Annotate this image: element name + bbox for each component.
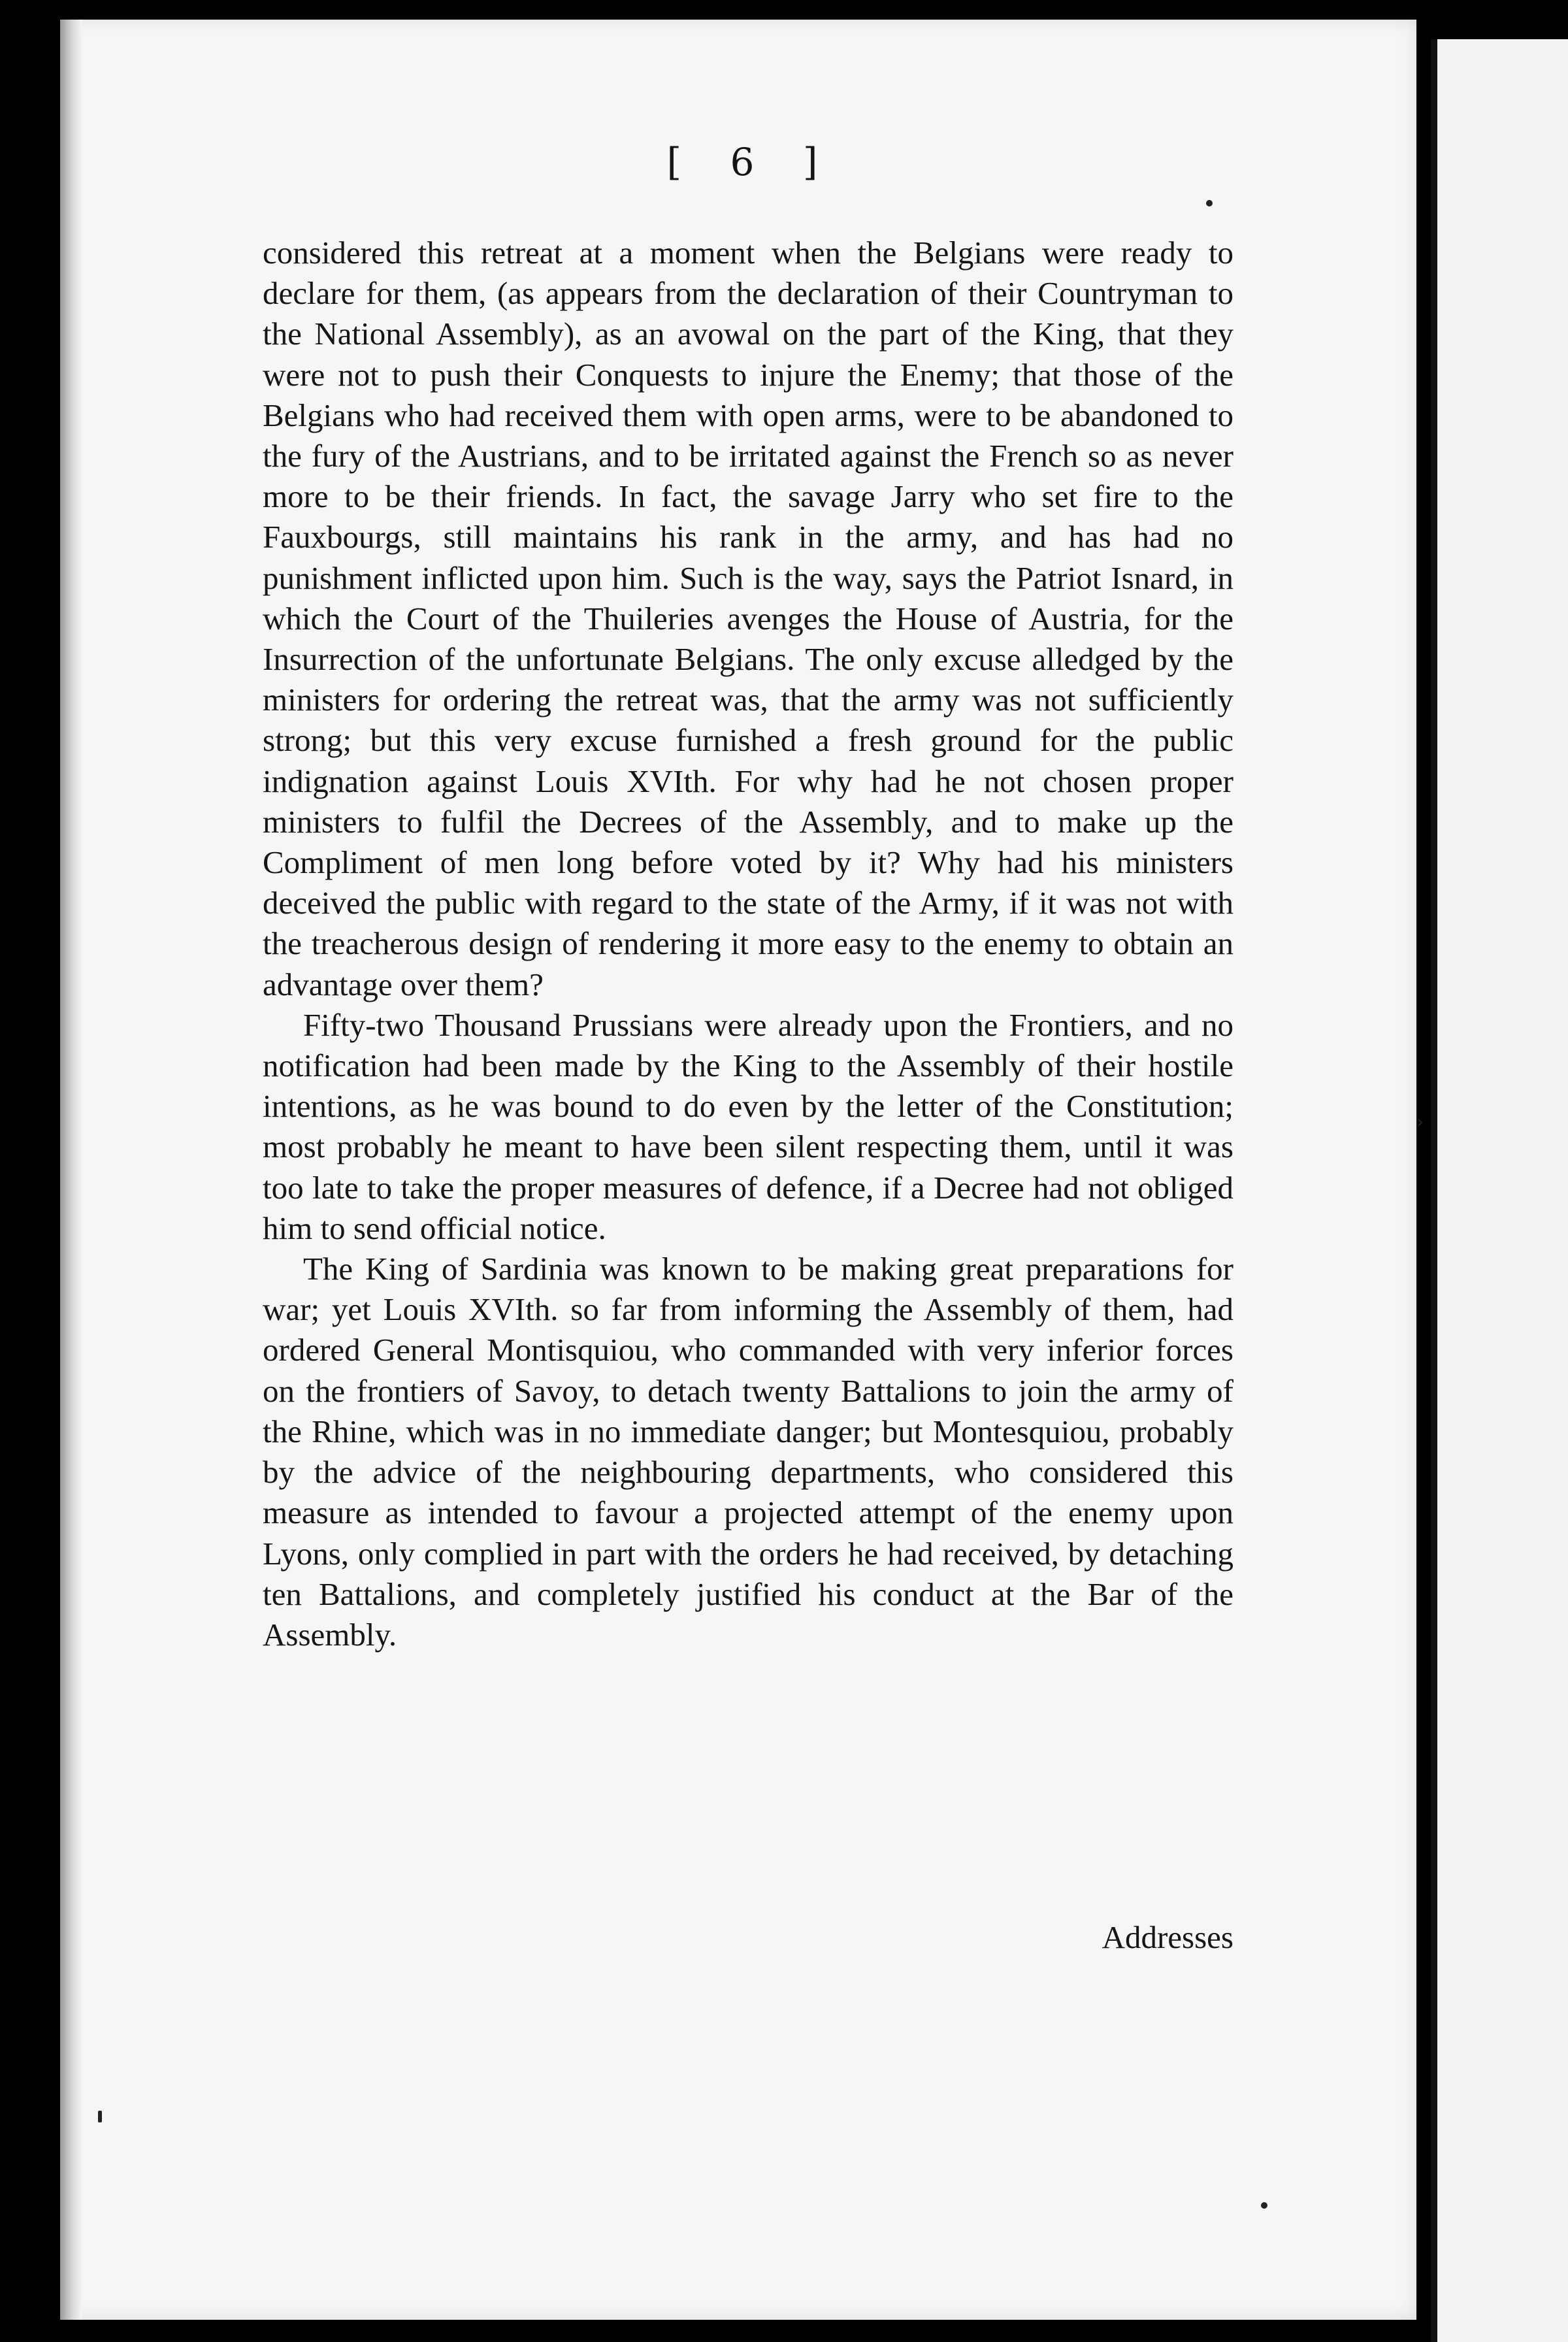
catchword: Addresses xyxy=(1102,1919,1233,1955)
adjacent-page-edge xyxy=(1431,39,1568,2342)
paragraph-1: considered this retreat at a moment when the Belgians were ready to declare for them, (as appears from the declaration of their Countryman to the National Assembly), as an avowal on the part of the King, that they were not to push their Conquests to injure the Enemy; that those of the Belgians who had received them with open arms, were to be abandoned to the fury of the Austrians, and to be irritated against the French so as never more to be their friends. In fact, the savage Jarry who set fire to the Fauxbourgs, still maintains his rank in the army, and has had no punishment inflicted upon him. Such is the way, says the Patriot Isnard, in which the Court of the Thuileries avenges the House of Austria, for the Insurrection of the unfortunate Belgians. The only excuse alledged by the ministers for ordering the retreat was, that the army was not sufficiently strong; but this very excuse furnished a fresh ground for the public indignation against Louis XVIth. For why had he not chosen proper ministers to fulfil the Decrees of the Assembly, and to make up the Compliment of men long before voted by it? Why had his ministers deceived the public with regard to the state of the Army, if it was not with the treacherous design of rendering it more easy to the enemy to obtain an advantage over them? xyxy=(263,235,1233,1002)
adjacent-page-border xyxy=(1431,39,1437,2342)
ink-speck xyxy=(98,2111,102,2122)
page-gutter-shadow xyxy=(60,20,82,2320)
margin-mark-icon: › xyxy=(1416,1111,1424,1132)
ink-speck xyxy=(1206,200,1213,206)
paragraph-2: Fifty-two Thousand Prussians were already upon the Frontiers, and no notification had been made by the King to the Assembly of their hostile intentions, as he was bound to do even by the letter of the Constitution; most probably he meant to have been silent respecting them, until it was too late to take the proper measures of defence, if a Decree had not obliged him to send official notice. xyxy=(263,1006,1233,1246)
paragraph-3: The King of Sardinia was known to be making great preparations for war; yet Louis XVIth. so far from informing the Assembly of them, had ordered General Montisquiou, who commanded with very inferior forces on the frontiers of Savoy, to detach twenty Battalions to join the army of the Rhine, which was in no immediate danger; but Montesquiou, probably by the advice of the neighbouring departments, who considered this measure as intended to favour a projected attempt of the enemy upon Lyons, only complied in part with the orders he had received, by detaching ten Battalions, and completely justified his conduct at the Bar of the Assembly. xyxy=(263,1251,1233,1653)
page-number: [ 6 ] xyxy=(666,140,836,184)
ink-speck xyxy=(1261,2202,1267,2209)
page-body-text xyxy=(263,233,1233,1655)
